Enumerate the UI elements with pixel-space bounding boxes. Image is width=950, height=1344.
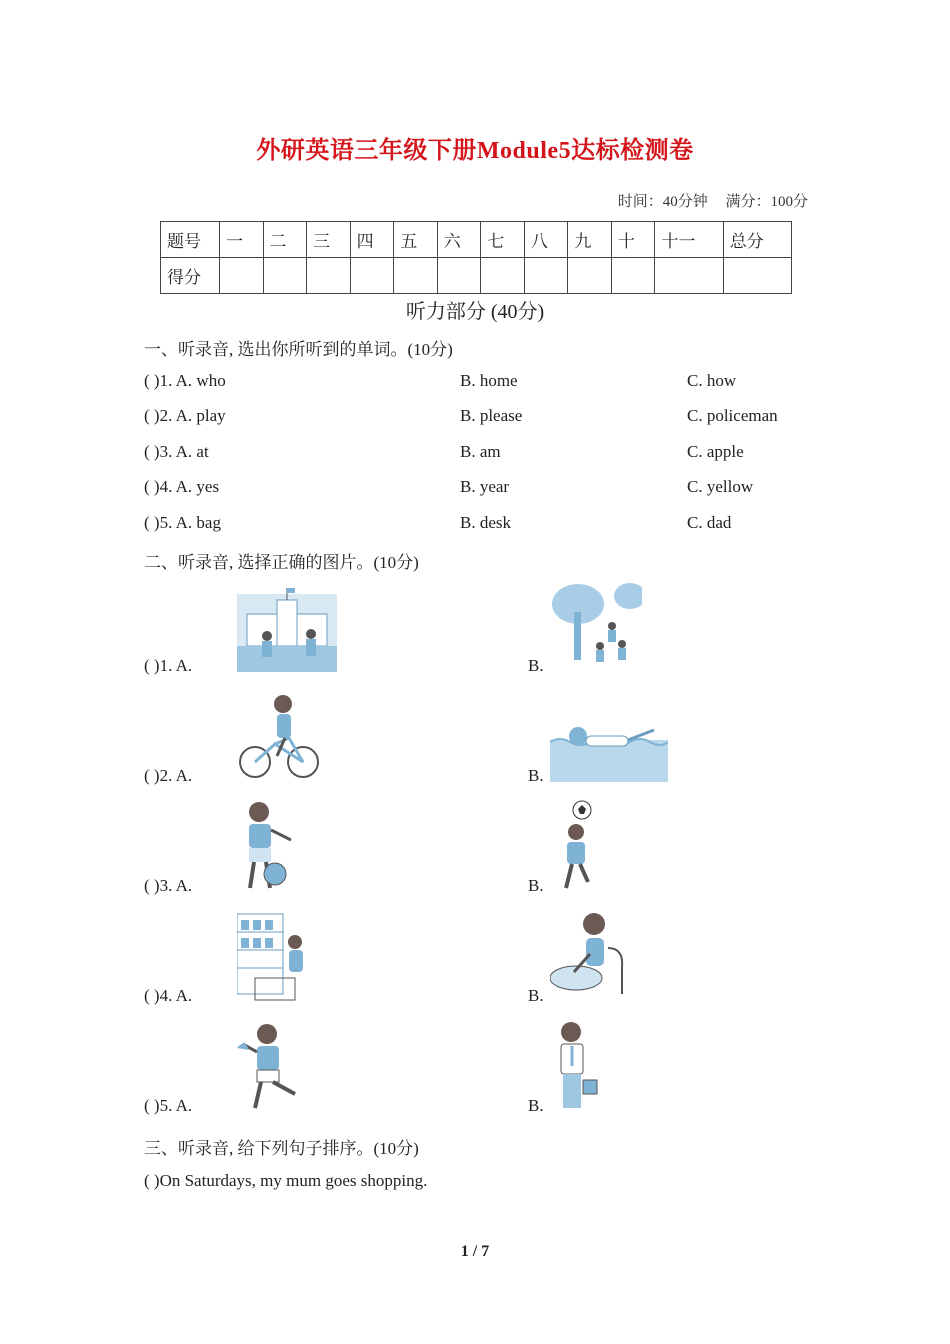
page-title: 外研英语三年级下册Module5达标检测卷 (256, 138, 694, 164)
part1-q5-c: C. dad (687, 513, 732, 532)
exam-time: 时间：40分钟 (617, 194, 708, 210)
page-number: 1 / 7 (460, 1243, 490, 1260)
part2-q2-b-label: B. (528, 766, 544, 785)
part1-q1-c: C. how (687, 371, 737, 390)
part1-q4-a: ( )4. A. yes (144, 477, 220, 496)
score-cell: 总分 (723, 222, 791, 258)
score-cell: 二 (263, 222, 307, 258)
part1-q1-b: B. home (460, 371, 518, 390)
score-cell: 八 (524, 222, 568, 258)
part1-q3-a: ( )3. A. at (144, 442, 209, 461)
score-table-score-row (161, 258, 792, 294)
girl-riding-bike-icon (237, 692, 323, 782)
score-table-header-row (161, 222, 792, 258)
score-blank (394, 258, 438, 294)
part1-q1-a: ( )1. A. who (144, 371, 226, 390)
man-with-briefcase-icon (553, 1020, 599, 1114)
part2-q5-a-label: ( )5. A. (144, 1096, 193, 1115)
score-blank (481, 258, 525, 294)
score-cell: 题号 (161, 222, 220, 258)
part2-heading: 二、听录音, 选择正确的图片。(10分) (144, 553, 419, 572)
part2-q3-a-label: ( )3. A. (144, 876, 193, 895)
score-table (160, 221, 792, 294)
score-blank (524, 258, 568, 294)
score-cell: 十一 (655, 222, 723, 258)
score-cell: 一 (220, 222, 264, 258)
boy-football-icon (558, 800, 598, 892)
part1-q4-c: C. yellow (687, 477, 754, 496)
exam-meta (604, 190, 808, 211)
part1-q3-c: C. apple (687, 442, 744, 461)
score-blank (307, 258, 351, 294)
score-cell: 九 (568, 222, 612, 258)
supermarket-shopping-icon (237, 910, 323, 1004)
score-blank (611, 258, 655, 294)
exam-full-score: 满分：100分 (725, 194, 808, 210)
woman-washing-clothes-icon (550, 908, 630, 1004)
score-cell: 十 (611, 222, 655, 258)
part3-heading: 三、听录音, 给下列句子排序。(10分) (144, 1139, 419, 1158)
score-blank (263, 258, 307, 294)
park-playing-icon (550, 582, 642, 672)
part1-q2-b: B. please (460, 406, 523, 425)
score-blank (655, 258, 723, 294)
part2-q4-a-label: ( )4. A. (144, 986, 193, 1005)
score-blank (723, 258, 791, 294)
part1-q2-a: ( )2. A. play (144, 406, 226, 425)
part2-q1-a-label: ( )1. A. (144, 656, 193, 675)
part1-heading: 一、听录音, 选出你所听到的单词。(10分) (144, 340, 453, 359)
score-cell: 三 (307, 222, 351, 258)
score-cell: 七 (481, 222, 525, 258)
part2-q2-a-label: ( )2. A. (144, 766, 193, 785)
part2-q3-b-label: B. (528, 876, 544, 895)
school-children-icon (237, 584, 337, 672)
score-cell: 五 (394, 222, 438, 258)
score-blank (220, 258, 264, 294)
part2-q4-b-label: B. (528, 986, 544, 1005)
part3-sentence: ( )On Saturdays, my mum goes shopping. (144, 1171, 428, 1190)
boy-swimming-icon (550, 718, 668, 782)
listening-section-header: 听力部分 (40分) (405, 301, 545, 323)
score-cell: 四 (350, 222, 394, 258)
part2-q1-b-label: B. (528, 656, 544, 675)
part1-q4-b: B. year (460, 477, 510, 496)
boy-running-icon (237, 1020, 309, 1114)
score-blank (437, 258, 481, 294)
part1-q5-b: B. desk (460, 513, 511, 532)
score-label: 得分 (161, 258, 220, 294)
boy-basketball-icon (237, 800, 297, 892)
score-blank (568, 258, 612, 294)
part2-q5-b-label: B. (528, 1096, 544, 1115)
part1-q5-a: ( )5. A. bag (144, 513, 221, 532)
part1-q3-b: B. am (460, 442, 501, 461)
score-blank (350, 258, 394, 294)
score-cell: 六 (437, 222, 481, 258)
part1-q2-c: C. policeman (687, 406, 778, 425)
